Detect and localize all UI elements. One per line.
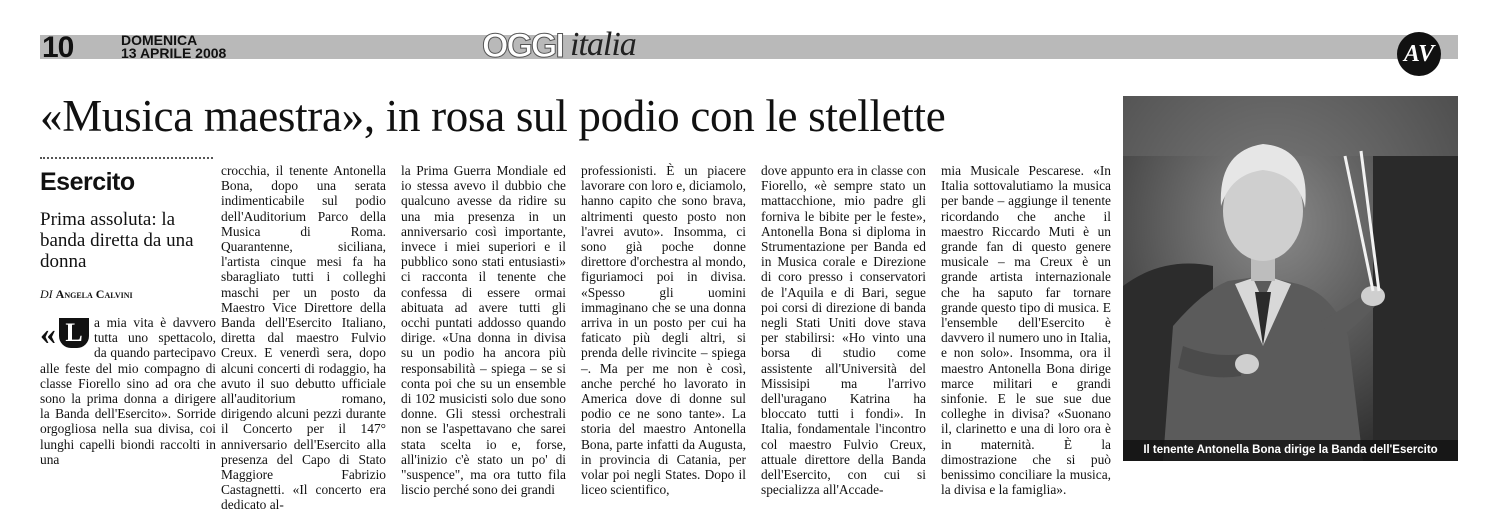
column-6-text: mia Musicale Pescarese. «In Italia sottovalutiamo la musica per bande – aggiunge il tenente ricordando che anche il maestro Riccardo Muti è un grande fan di questo genere musicale – ma Creux è un grande artista internazionale che ha saputo far tornare grande questo tipo di musica. E l'ensemble dell'Esercito è davvero il numero uno in Italia, e non solo». Insomma, ora il maestro Antonella Bona dirige marce militari e grandi sinfonie. E le sue sue due colleghe in divisa? «Suonano il, clarinetto e una di loro ora è in maternità. È la dimostrazione che si può benissimo conciliare la musica, la divisa e la famiglia». <box>941 163 1111 498</box>
article-column-4 <box>581 163 746 498</box>
byline-author: Angela Calvini <box>55 287 133 301</box>
conductor-photo-illustration <box>1123 96 1458 461</box>
article-headline: «Musica maestra», in rosa sul podio con le stellette <box>40 91 946 141</box>
column-4-text: professionisti. È un piacere lavorare con loro e, diciamolo, hanno capito che sono brava, altrimenti questo posto non l'avrei avuto». Insomma, ci sono già poche donne direttore d'orchestra al mondo, figuriamoci poi in divisa. «Spesso gli uomini immaginano che se una donna arriva in un posto per cui ha faticato più degli altri, si prenda delle rivincite – spiega –. Ma per me non è così, anche perché ho lavorato in America dove di donne sul podio ce ne sono tante». La storia del maestro Antonella Bona, parte infatti da Augusta, in provincia di Catania, per volar poi negli States. Dopo il liceo scientifico, <box>581 163 746 498</box>
logo-oggi: OGGI <box>482 27 563 65</box>
article-column-2 <box>221 163 386 513</box>
section-label: Esercito <box>40 168 135 196</box>
photo-caption: Il tenente Antonella Bona dirige la Banda dell'Esercito <box>1123 440 1458 461</box>
issue-date <box>121 34 226 60</box>
page-header-bar <box>40 32 1458 59</box>
logo-italia: italia <box>570 26 636 63</box>
article-subhead: Prima assoluta: la banda diretta da una donna <box>40 209 194 272</box>
article-column-1 <box>40 315 216 469</box>
opening-quote: « <box>40 315 56 351</box>
page-number: 10 <box>42 31 74 64</box>
article-column-6 <box>941 163 1111 498</box>
column-5-text: dove appunto era in classe con Fiorello, «è sempre stato un mattacchione, mio padre gli forniva le bibite per le feste», Antonella Bona si diploma in Strumentazione per Banda ed in Musica corale e Direzione di coro presso i conservatori de l'Aquila e di Bari, segue poi corsi di direzione di banda negli Stati Uniti dove stava per stabilirsi: «Ho vinto una borsa di studio come assistente all'Università del Missisipi ma l'arrivo dell'uragano Katrina ha bloccato tutti i fondi». In Italia, fondamentale l'incontro col maestro Fulvio Creux, attuale direttore della Banda dell'Esercito, con cui si specializza all'Accade- <box>761 163 926 498</box>
column-3-text: la Prima Guerra Mondiale ed io stessa avevo il dubbio che qualcuno avesse da ridire su una mia presenza in un anniversario così importante, invece i miei superiori e il pubblico sono stati entusiasti» ci racconta il tenente che confessa di essere ormai abituata ad avere tutti gli occhi puntati addosso quando dirige. «Una donna in divisa su un podio ha ancora più responsabilità – spiega – se si conta poi che su un ensemble di 102 musicisti solo due sono donne. Gli stessi orchestrali non se l'aspettavano che sarei stata scelta io e, forse, all'inizio c'è stato un po' di "suspence", ma ora tutto fila liscio perché sono dei grandi <box>401 163 566 498</box>
issue-date-text: 13 APRILE 2008 <box>121 45 227 61</box>
article-column-5 <box>761 163 926 498</box>
column-2-text: crocchia, il tenente Antonella Bona, dopo una serata indimenticabile sul podio dell'Auditorium Parco della Musica di Roma. Quarantenne, siciliana, l'artista cinque mesi fa ha sbaragliato tutti i colleghi maschi per un posto da Maestro Vice Direttore della Banda dell'Esercito Italiano, diretta dal maestro Fulvio Creux. E venerdì sera, dopo alcuni concerti di rodaggio, ha avuto il suo debutto ufficiale all'auditorium romano, dirigendo alcuni pezzi durante il Concerto per il 147° anniversario dell'Esercito alla presenza del Capo di Stato Maggiore Fabrizio Castagnetti. «Il concerto era dedicato al- <box>221 163 386 513</box>
byline-prefix: DI <box>40 287 53 301</box>
av-logo-icon: AV <box>1397 32 1441 76</box>
column-1-text: a mia vita è davvero tutta uno spettacolo, da quando partecipavo alle feste del mio compagno di classe Fiorello sino ad ora che sono la prima donna a dirigere la Banda dell'Esercito». Sorride orgogliosa nella sua divisa, coi lunghi capelli biondi raccolti in una <box>40 315 216 467</box>
issue-day: DOMENICA <box>121 32 198 48</box>
section-divider <box>40 157 213 159</box>
drop-cap: L <box>59 318 89 348</box>
article-column-3 <box>401 163 566 498</box>
conductor-photo <box>1123 96 1458 461</box>
byline <box>40 287 133 302</box>
